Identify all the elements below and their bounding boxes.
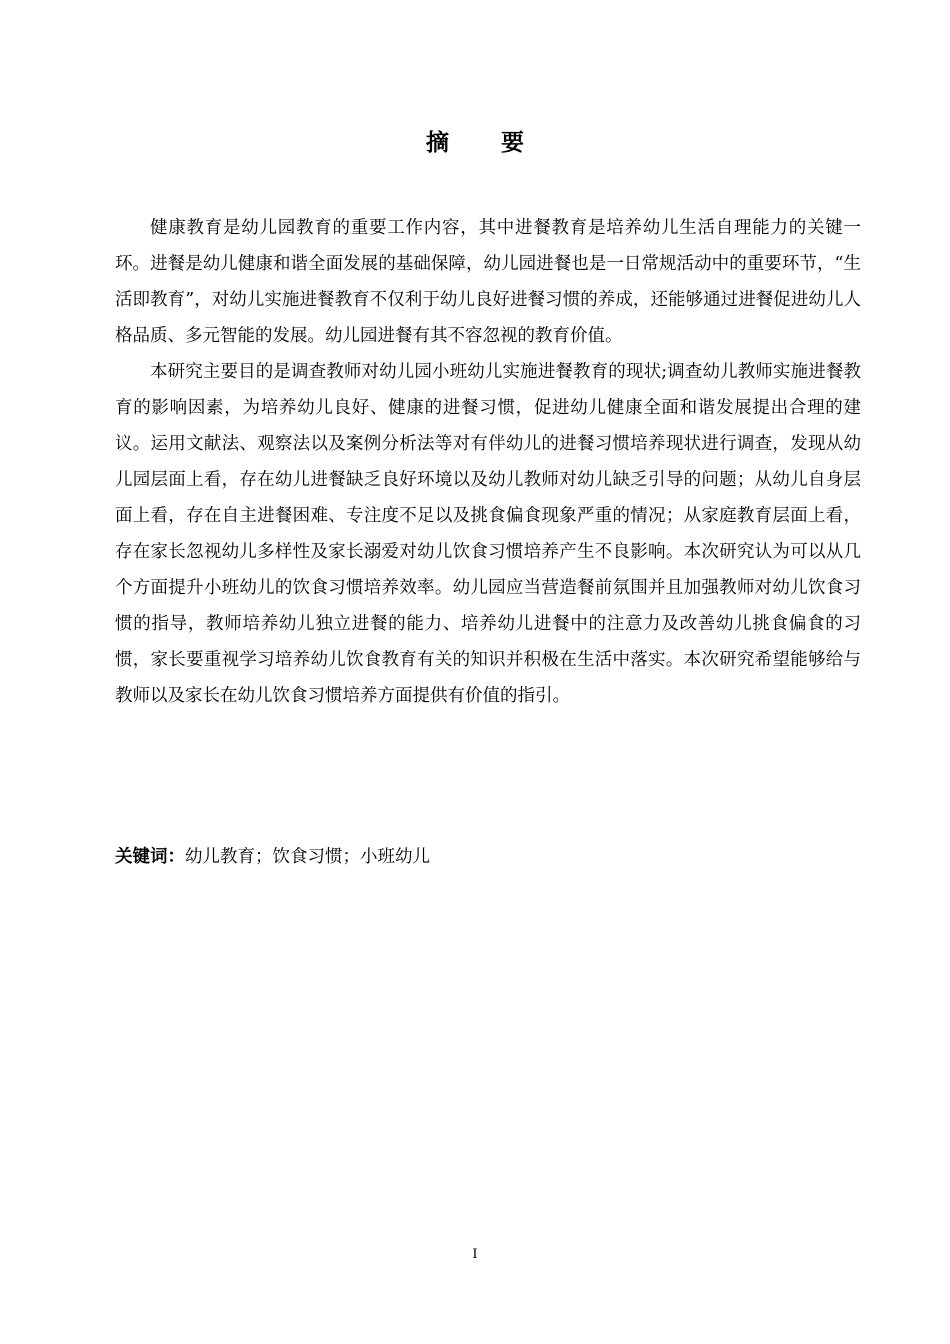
abstract-paragraph-2: 本研究主要目的是调查教师对幼儿园小班幼儿实施进餐教育的现状;调查幼儿教师实施进餐教育的影响因素，为培养幼儿良好、健康的进餐习惯，促进幼儿健康全面和谐发展提出合理的建议。运用文献法、观察法以及案例分析法等对有伴幼儿的进餐习惯培养现状进行调查，发现从幼儿园层面上看，存在幼儿进餐缺乏良好环境以及幼儿教师对幼儿缺乏引导的问题；从幼儿自身层面上看，存在自主进餐困难、专注度不足以及挑食偏食现象严重的情况；从家庭教育层面上看，存在家长忽视幼儿多样性及家长溺爱对幼儿饮食习惯培养产生不良影响。本次研究认为可以从几个方面提升小班幼儿的饮食习惯培养效率。幼儿园应当营造餐前氛围并且加强教师对幼儿饮食习惯的指导，教师培养幼儿独立进餐的能力、培养幼儿进餐中的注意力及改善幼儿挑食偏食的习惯，家长要重视学习培养幼儿饮食教育有关的知识并积极在生活中落实。本次研究希望能够给与教师以及家长在幼儿饮食习惯培养方面提供有价值的指引。 [115,362,861,706]
page-number: I [472,1247,478,1262]
page-title: 摘 要 [425,130,546,156]
keywords-value: 幼儿教育；饮食习惯；小班幼儿 [185,847,430,867]
keywords-label: 关键词： [115,847,185,867]
abstract-body [115,210,861,714]
abstract-paragraph-1: 健康教育是幼儿园教育的重要工作内容，其中进餐教育是培养幼儿生活自理能力的关键一环。进餐是幼儿健康和谐全面发展的基础保障，幼儿园进餐也是一日常规活动中的重要环节，“生活即教育”，对幼儿实施进餐教育不仅利于幼儿良好进餐习惯的养成，还能够通过进餐促进幼儿人格品质、多元智能的发展。幼儿园进餐有其不容忽视的教育价值。 [115,218,861,346]
keywords-line [115,843,861,871]
